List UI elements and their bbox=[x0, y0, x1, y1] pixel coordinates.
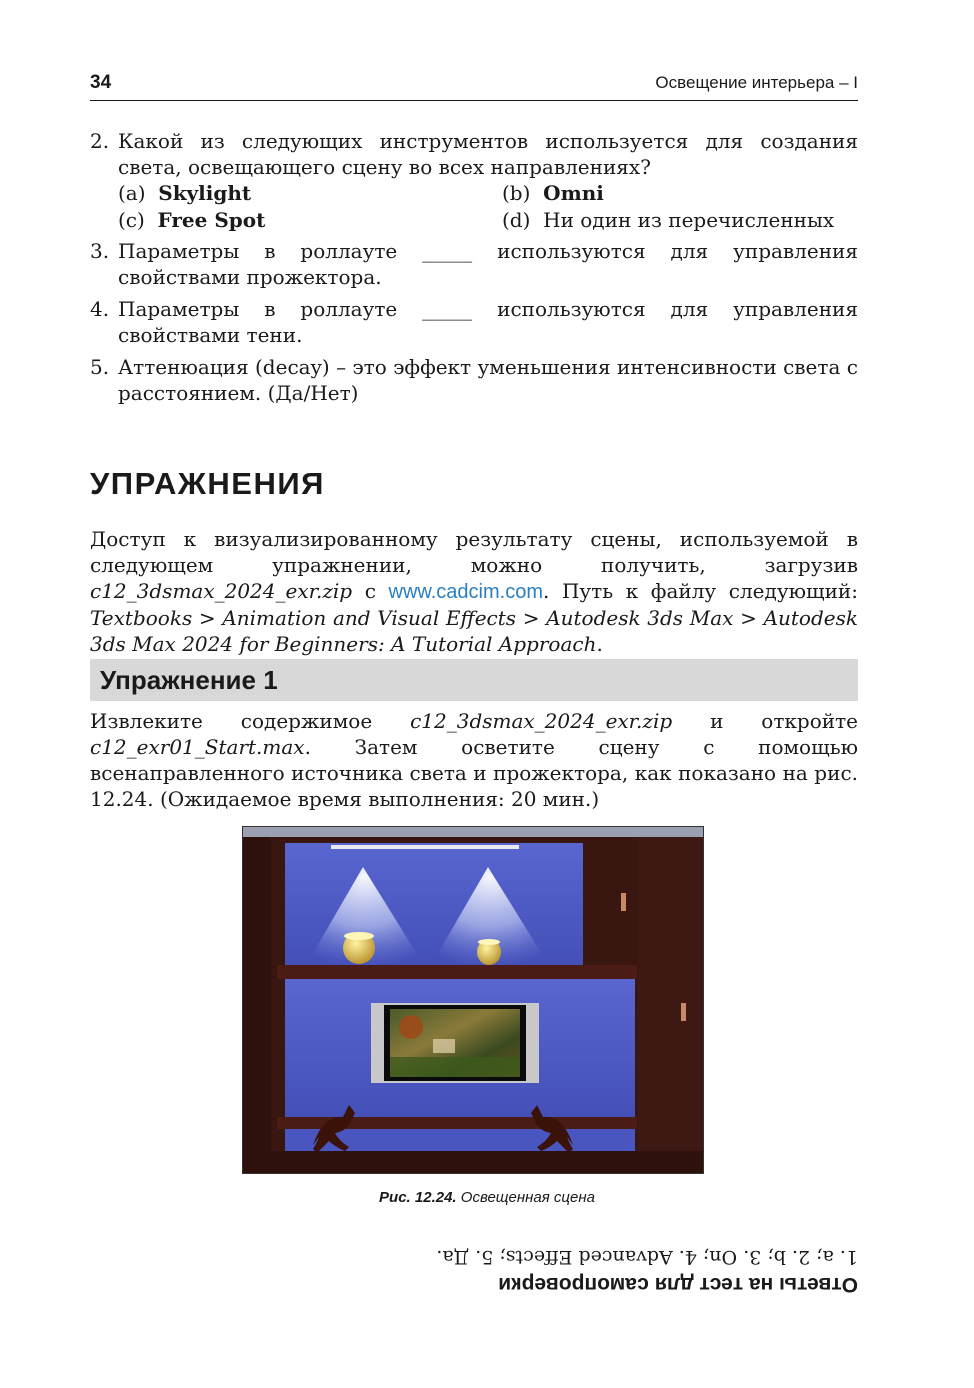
figure-caption bbox=[0, 1189, 974, 1206]
exercise-1-header bbox=[90, 659, 858, 701]
question-2 bbox=[90, 128, 858, 180]
option-b-text: Omni bbox=[543, 181, 604, 205]
figure-lit-scene bbox=[242, 826, 704, 1174]
cadcim-link[interactable]: www.cadcim.com bbox=[388, 581, 543, 603]
running-title: Освещение интерьера – I bbox=[655, 73, 858, 92]
option-c-text: Free Spot bbox=[157, 208, 266, 232]
question-5: 5. Аттенюация (decay) – это эффект уменьшения интенсивности света с расстоянием. (Да/Нет) bbox=[90, 355, 858, 405]
option-b: (b) Omni bbox=[502, 181, 604, 205]
zip-filename: c12_3dsmax_2024_exr.zip bbox=[90, 579, 353, 603]
exercise-1-title: Упражнение 1 bbox=[100, 665, 278, 695]
answers-text: 1. a; 2. b; 3. On; 4. Advanced Effects; 5. Да. bbox=[436, 1246, 858, 1268]
exercise-1-paragraph: Извлеките содержимое c12_3dsmax_2024_exr.zip и откройте c12_exr01_Start.max. Затем осветите сцену с помощью всенаправленного источника света и прожектора, как показано на рис. 12.24. (Ожидаемое время выполнения: 20 мин.) bbox=[90, 709, 858, 811]
intro-paragraph: Доступ к визуализированному результату сцены, используемой в следующем упражнении, можно получить, загрузив c12_3dsmax_2024_exr.zip с www.cadcim.com. Путь к файлу следующий: Textbooks > Animation and Visual Effects > Autodesk 3ds Max > Autodesk 3ds Max 2024 for Beginners: A Tutorial Approach. bbox=[90, 527, 859, 656]
option-a-text: Skylight bbox=[158, 181, 252, 205]
option-c: (c) Free Spot bbox=[118, 208, 266, 232]
answers-upside-down bbox=[90, 1236, 858, 1296]
question-text: Параметры в роллауте _____ используются для управления свойствами тени. bbox=[118, 297, 858, 347]
exercises-heading: УПРАЖНЕНИЯ bbox=[90, 466, 325, 501]
question-3: 3. Параметры в роллауте _____ используются для управления свойствами прожектора. bbox=[90, 239, 858, 289]
page-number: 34 bbox=[90, 72, 112, 93]
zip-filename: c12_3dsmax_2024_exr.zip bbox=[410, 709, 673, 733]
answers-title: Ответы на тест для самопроверки bbox=[498, 1273, 858, 1296]
question-number: 2. bbox=[90, 129, 110, 153]
option-a: (a) Skylight bbox=[118, 181, 252, 205]
question-4: 4. Параметры в роллауте _____ используются для управления свойствами тени. bbox=[90, 297, 858, 347]
caption-label: Рис. 12.24. bbox=[379, 1189, 457, 1206]
option-d-text: Ни один из перечисленных bbox=[543, 208, 835, 232]
caption-text: Освещенная сцена bbox=[456, 1189, 595, 1206]
page-header bbox=[90, 70, 858, 101]
lit-scene-image bbox=[243, 827, 703, 1173]
question-text: Аттенюация (decay) – это эффект уменьшения интенсивности света с расстоянием. (Да/Нет) bbox=[118, 355, 858, 405]
file-path: Textbooks > Animation and Visual Effects > Autodesk 3ds Max > Autodesk 3ds Max 2024 for Beginners: A Tutorial Approach bbox=[90, 606, 858, 656]
question-text: Параметры в роллауте _____ используются для управления свойствами прожектора. bbox=[118, 239, 858, 289]
start-filename: c12_exr01_Start.max bbox=[90, 735, 305, 759]
question-text: Какой из следующих инструментов используется для создания света, освещающего сцену во всех направлениях? bbox=[118, 129, 858, 179]
option-d: (d) Ни один из перечисленных bbox=[502, 208, 835, 232]
